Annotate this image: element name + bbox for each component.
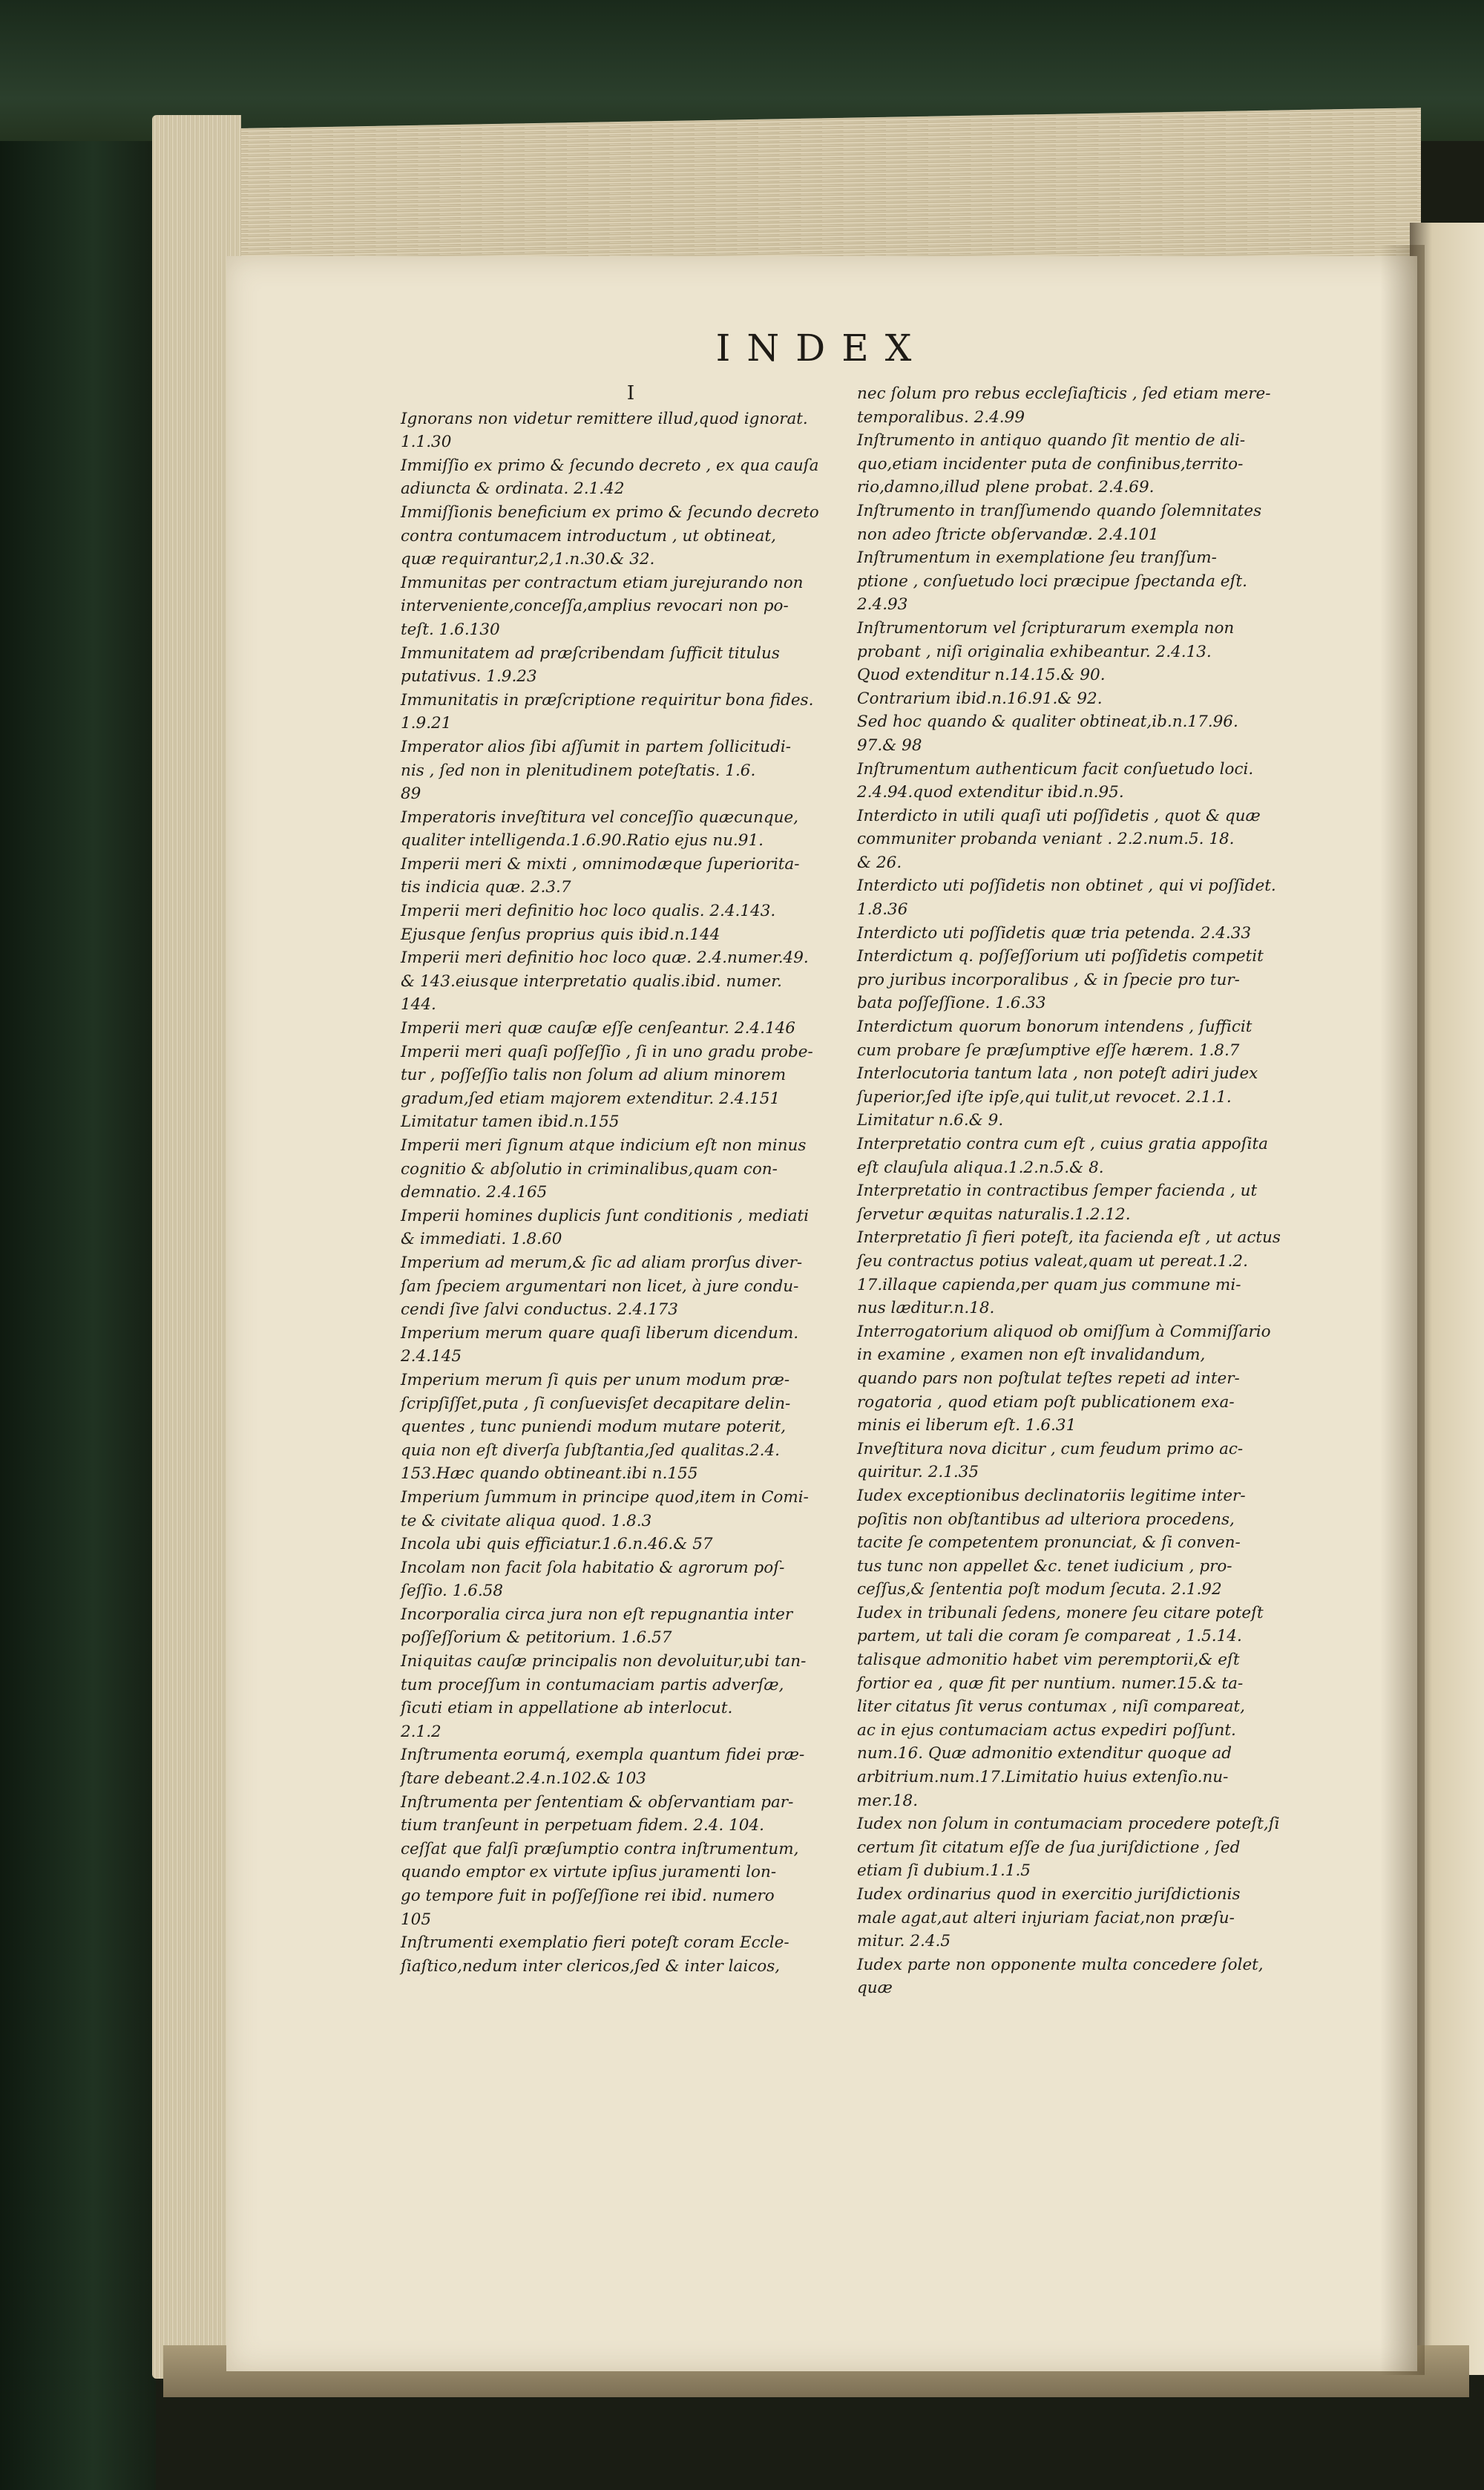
- index-entry-line: Quod extenditur n.14.15.& 90.: [857, 666, 1106, 685]
- index-entry-line: Iudex exceptionibus declinatoriis legitime inter-: [857, 1486, 1246, 1505]
- index-entry-line: male agat,aut alteri injuriam faciat,non præſu-: [857, 1908, 1235, 1927]
- index-entry-line: Inſtrumento in tranſſumendo quando ſolemnitates: [857, 501, 1262, 520]
- index-entry-line: 2.4.94.quod extenditur ibid.n.95.: [857, 783, 1124, 802]
- index-entry-line: arbitrium.num.17.Limitatio huius extenſio.nu-: [857, 1768, 1229, 1787]
- index-entry-line: quando pars non poſtulat teſtes repeti ad inter-: [857, 1369, 1240, 1388]
- index-entry-line: 2.4.93: [857, 595, 908, 615]
- index-entry-line: 144.: [401, 995, 436, 1015]
- right-column-lines: [857, 382, 1317, 2000]
- index-entry-line: quæ requirantur,2,1.n.30.& 32.: [401, 550, 655, 569]
- index-entry-line: Interrogatorium aliquod ob omiſſum à Commiſſario: [857, 1322, 1271, 1341]
- index-entry-line: nus læditur.n.18.: [857, 1299, 995, 1318]
- right-column: [857, 382, 1317, 2000]
- index-entry-line: partem, ut tali die coram ſe compareat , 1.5.14.: [857, 1627, 1242, 1646]
- index-entry-line: Interpretatio ſi fieri poteſt, ita facienda eſt , ut actus: [857, 1228, 1281, 1248]
- index-entry-line: 17.illaque capienda,per quam jus commune mi-: [857, 1275, 1241, 1294]
- index-entry-line: Inſtrumenta per ſententiam & obſervantiam par-: [401, 1792, 794, 1812]
- index-entry-line: cognitio & abſolutio in criminalibus,quam con-: [401, 1159, 778, 1179]
- index-entry-line: ſtare debeant.2.4.n.102.& 103: [401, 1769, 646, 1789]
- index-entry-line: Inſtrumento in antiquo quando ſit mentio de ali-: [857, 431, 1246, 451]
- index-entry-line: te & civitate aliqua quod. 1.8.3: [401, 1511, 652, 1530]
- index-entry-line: Interlocutoria tantum lata , non poteſt adiri judex: [857, 1064, 1258, 1084]
- index-entry-line: quæ: [857, 1979, 893, 1998]
- index-entry-line: Imperii meri quaſi poſſeſſio , ſi in uno gradu probe-: [401, 1042, 813, 1061]
- index-entry-line: & 26.: [857, 853, 902, 872]
- index-entry-line: 2.1.2: [401, 1722, 441, 1741]
- index-entry-line: nec ſolum pro rebus eccleſiaſticis , ſed etiam mere-: [857, 384, 1271, 403]
- index-entry-line: Imperatoris inveſtitura vel conceſſio quæcunque,: [401, 807, 799, 827]
- page-header: INDEX: [715, 327, 928, 370]
- index-entry-line: tacite ſe competentem pronunciat, & ſi conven-: [857, 1533, 1241, 1553]
- index-entry-line: Interpretatio in contractibus ſemper facienda , ut: [857, 1182, 1258, 1201]
- index-entry-line: Iudex parte non opponente multa concedere ſolet,: [857, 1955, 1264, 1974]
- index-entry-line: tur , poſſeſſio talis non ſolum ad alium minorem: [401, 1066, 787, 1085]
- index-entry-line: Incorporalia circa jura non eſt repugnantia inter: [401, 1605, 793, 1624]
- index-entry-line: Ignorans non videtur remittere illud,quod ignorat.: [401, 409, 808, 428]
- index-entry-line: quia non eſt diverſa ſubſtantia,ſed qualitas.2.4.: [401, 1441, 780, 1460]
- index-entry-line: 97.& 98: [857, 735, 922, 755]
- index-entry-line: non adeo ſtricte obſervandæ. 2.4.101: [857, 525, 1159, 544]
- index-entry-line: Interdictum quorum bonorum intendens , ſufficit: [857, 1018, 1252, 1037]
- index-entry-line: probant , niſi originalia exhibeantur. 2.4.13.: [857, 642, 1212, 661]
- index-entry-line: go tempore fuit in poſſeſſione rei ibid. numero: [401, 1887, 775, 1905]
- index-entry-line: quo,etiam incidenter puta de confinibus,territo-: [857, 454, 1244, 474]
- index-entry-line: 2.4.145: [401, 1347, 462, 1366]
- index-entry-line: Imperium merum quare quaſi liberum dicendum.: [401, 1323, 799, 1343]
- index-entry-line: num.16. Quæ admonitio extenditur quoque ad: [857, 1744, 1232, 1763]
- index-entry-line: 89: [401, 784, 421, 804]
- index-entry-line: adiuncta & ordinata. 2.1.42: [401, 479, 625, 499]
- index-entry-line: cendi ſive ſalvi conductus. 2.4.173: [401, 1300, 678, 1320]
- index-entry-line: Iudex ordinarius quod in exercitio juriſdictionis: [857, 1885, 1241, 1904]
- index-entry-line: cum probare ſe præſumptive eſſe hærem. 1.8.7: [857, 1041, 1240, 1060]
- index-entry-line: mer.18.: [857, 1791, 919, 1810]
- index-entry-line: Ejusque ſenſus proprius quis ibid.n.144: [401, 925, 720, 944]
- index-entry-line: & immediati. 1.8.60: [401, 1230, 562, 1249]
- index-entry-line: Imperii homines duplicis ſunt conditionis , mediati: [401, 1206, 810, 1225]
- index-entry-line: ptione , conſuetudo loci præcipue ſpectanda eſt.: [857, 571, 1247, 591]
- index-entry-line: Immiſſio ex primo & ſecundo decreto , ex qua cauſa: [401, 456, 819, 475]
- index-page: [226, 256, 1417, 2371]
- index-entry-line: Imperii meri ſignum atque indicium eſt non minus: [401, 1136, 807, 1155]
- index-entry-line: Imperium merum ſi quis per unum modum præ-: [401, 1370, 790, 1389]
- index-entry-line: interveniente,conceſſa,amplius revocari non po-: [401, 597, 789, 616]
- index-entry-line: temporalibus. 2.4.99: [857, 407, 1025, 427]
- left-column-lines: [401, 407, 861, 1979]
- index-entry-line: & 143.eiusque interpretatio qualis.ibid. numer.: [401, 972, 782, 991]
- index-entry-line: quiritur. 2.1.35: [857, 1463, 979, 1482]
- index-entry-line: ſeſſio. 1.6.58: [401, 1582, 504, 1601]
- index-entry-line: 153.Hæc quando obtineant.ibi n.155: [401, 1464, 698, 1484]
- index-entry-line: in examine , examen non eſt invalidandum,: [857, 1346, 1206, 1365]
- index-entry-line: ſeu contractus potius valeat,quam ut pereat.1.2.: [857, 1251, 1248, 1271]
- index-entry-line: rogatoria , quod etiam poſt publicationem exa-: [857, 1392, 1235, 1412]
- index-entry-line: demnatio. 2.4.165: [401, 1183, 548, 1202]
- index-entry-line: Inveſtitura nova dicitur , cum feudum primo ac-: [857, 1439, 1244, 1458]
- index-entry-line: Inſtrumentum authenticum facit conſuetudo loci.: [857, 759, 1254, 779]
- index-entry-line: Iudex non ſolum in contumaciam procedere poteſt,ſi: [857, 1815, 1280, 1834]
- index-entry-line: ſam ſpeciem argumentari non licet, à jure condu-: [401, 1277, 799, 1296]
- index-entry-line: tum proceſſum in contumaciam partis adverſæ,: [401, 1675, 784, 1694]
- index-entry-line: Imperii meri quæ cauſæ eſſe cenſeantur. 2.4.146: [401, 1019, 795, 1038]
- index-entry-line: pro juribus incorporalibus , & in ſpecie pro tur-: [857, 970, 1240, 989]
- book-top-edge: [160, 108, 1421, 278]
- index-entry-line: Inſtrumenta eorumq́, exempla quantum fidei præ-: [401, 1746, 805, 1765]
- index-entry-line: ſervetur æquitas naturalis.1.2.12.: [857, 1205, 1131, 1224]
- index-entry-line: ſcripſiſſet,puta , ſi conſuevisſet decapitare delin-: [401, 1394, 791, 1413]
- index-entry-line: Contrarium ibid.n.16.91.& 92.: [857, 689, 1103, 708]
- index-entry-line: Inſtrumenti exemplatio fieri poteſt coram Eccle-: [401, 1933, 789, 1953]
- index-entry-line: nis , ſed non in plenitudinem poteſtatis. 1.6.: [401, 761, 756, 780]
- index-entry-line: talisque admonitio habet vim peremptorii,& eſt: [857, 1651, 1240, 1670]
- index-entry-line: 1.9.21: [401, 714, 452, 733]
- index-entry-line: ſiaſtico,nedum inter clericos,ſed & inter laicos,: [401, 1956, 781, 1976]
- index-entry-line: ſuperior,ſed iſte ipſe,qui tulit,ut revocet. 2.1.1.: [857, 1087, 1232, 1107]
- index-entry-line: communiter probanda veniant . 2.2.num.5. 18.: [857, 830, 1235, 849]
- index-entry-line: putativus. 1.9.23: [401, 667, 537, 687]
- index-entry-line: eſt clauſula aliqua.1.2.n.5.& 8.: [857, 1158, 1104, 1177]
- index-entry-line: 105: [401, 1910, 432, 1929]
- index-entry-line: Interpretatio contra cum eſt , cuius gratia appoſita: [857, 1135, 1268, 1153]
- index-entry-line: poſſeſſorium & petitorium. 1.6.57: [401, 1628, 672, 1648]
- index-entry-line: tium tranſeunt in perpetuam fidem. 2.4. 104.: [401, 1816, 764, 1835]
- index-entry-line: Interdicto uti poſſidetis non obtinet , qui vi poſſidet.: [857, 877, 1276, 896]
- index-entry-line: 1.1.30: [401, 433, 452, 452]
- gutter-shadow: [1380, 245, 1425, 2375]
- index-entry-line: contra contumacem introductum , ut obtineat,: [401, 526, 776, 545]
- index-entry-line: Iudex in tribunali ſedens, monere ſeu citare poteſt: [857, 1603, 1264, 1622]
- section-letter: I: [626, 382, 635, 404]
- index-entry-line: Immunitas per contractum etiam jurejurando non: [401, 573, 804, 592]
- index-entry-line: quentes , tunc puniendi modum mutare poterit,: [401, 1418, 787, 1437]
- index-entry-line: Interdicto uti poſſidetis quæ tria petenda. 2.4.33: [857, 923, 1252, 943]
- index-entry-line: ceſſus,& ſententia poſt modum ſecuta. 2.1.92: [857, 1580, 1222, 1599]
- index-entry-line: Inſtrumentorum vel ſcripturarum exempla non: [857, 618, 1235, 638]
- index-entry-line: fortior ea , quæ fit per nuntium. numer.15.& ta-: [857, 1674, 1244, 1693]
- index-entry-line: Limitatur tamen ibid.n.155: [401, 1113, 620, 1132]
- left-column: [401, 382, 861, 1978]
- index-entry-line: Imperii meri & mixti , omnimodæque ſuperiorita-: [401, 854, 800, 874]
- index-entry-line: Incola ubi quis efficiatur.1.6.n.46.& 57: [401, 1535, 713, 1554]
- index-entry-line: etiam ſi dubium.1.1.5: [857, 1861, 1031, 1881]
- background-cloth-left: [0, 0, 156, 2490]
- index-entry-line: Immunitatem ad præſcribendam ſufficit titulus: [401, 643, 780, 663]
- index-entry-line: teſt. 1.6.130: [401, 620, 500, 639]
- index-entry-line: Imperium ad merum,& ſic ad aliam prorſus diver-: [401, 1253, 803, 1272]
- index-entry-line: Imperii meri definitio hoc loco quæ. 2.4.numer.49.: [401, 949, 809, 968]
- index-entry-line: certum ſit citatum eſſe de ſua juriſdictione , ſed: [857, 1838, 1241, 1857]
- index-entry-line: Imperator alios ſibi aſſumit in partem ſollicitudi-: [401, 737, 792, 756]
- index-entry-line: Immiſſionis beneficium ex primo & ſecundo decreto: [401, 502, 819, 522]
- index-entry-line: poſitis non obſtantibus ad ulteriora procedens,: [857, 1510, 1235, 1529]
- index-entry-line: ceſſat que falſi præſumptio contra inſtrumentum,: [401, 1839, 799, 1858]
- index-entry-line: Interdictum q. poſſeſſorium uti poſſidetis competit: [857, 947, 1264, 966]
- index-entry-line: liter citatus ſit verus contumax , niſi compareat,: [857, 1697, 1245, 1717]
- index-entry-line: Limitatur n.6.& 9.: [857, 1111, 1004, 1130]
- index-entry-line: gradum,ſed etiam majorem extenditur. 2.4.151: [401, 1089, 781, 1108]
- index-entry-line: Inſtrumentum in exemplatione ſeu tranſſum-: [857, 548, 1217, 568]
- index-entry-line: Immunitatis in præſcriptione requiritur bona fides.: [401, 690, 814, 710]
- index-entry-line: tus tunc non appellet &c. tenet iudicium , pro-: [857, 1556, 1232, 1576]
- index-entry-line: Imperium ſummum in principe quod,item in Comi-: [401, 1487, 809, 1507]
- index-entry-line: 1.8.36: [857, 900, 908, 920]
- index-entry-line: bata poſſeſſione. 1.6.33: [857, 994, 1046, 1013]
- index-entry-line: Interdicto in utili quaſi uti poſſidetis , quot & quæ: [857, 806, 1261, 825]
- index-entry-line: qualiter intelligenda.1.6.90.Ratio ejus nu.91.: [401, 831, 764, 851]
- index-entry-line: Iniquitas cauſæ principalis non devoluitur,ubi tan-: [401, 1652, 807, 1671]
- index-entry-line: rio,damno,illud plene probat. 2.4.69.: [857, 478, 1155, 497]
- index-entry-line: Imperii meri definitio hoc loco qualis. 2.4.143.: [401, 902, 776, 921]
- index-entry-line: Sed hoc quando & qualiter obtineat,ib.n.17.96.: [857, 712, 1238, 732]
- index-entry-line: tis indicia quæ. 2.3.7: [401, 878, 571, 897]
- index-entry-line: quando emptor ex virtute ipſius juramenti lon-: [401, 1863, 777, 1882]
- index-entry-line: Incolam non facit ſola habitatio & agrorum poſ-: [401, 1558, 785, 1577]
- index-entry-line: ac in ejus contumaciam actus expediri poſſunt.: [857, 1720, 1236, 1740]
- index-entry-line: mitur. 2.4.5: [857, 1932, 951, 1951]
- index-entry-line: ſicuti etiam in appellatione ab interlocut.: [401, 1699, 733, 1718]
- index-entry-line: minis ei liberum eſt. 1.6.31: [857, 1416, 1077, 1435]
